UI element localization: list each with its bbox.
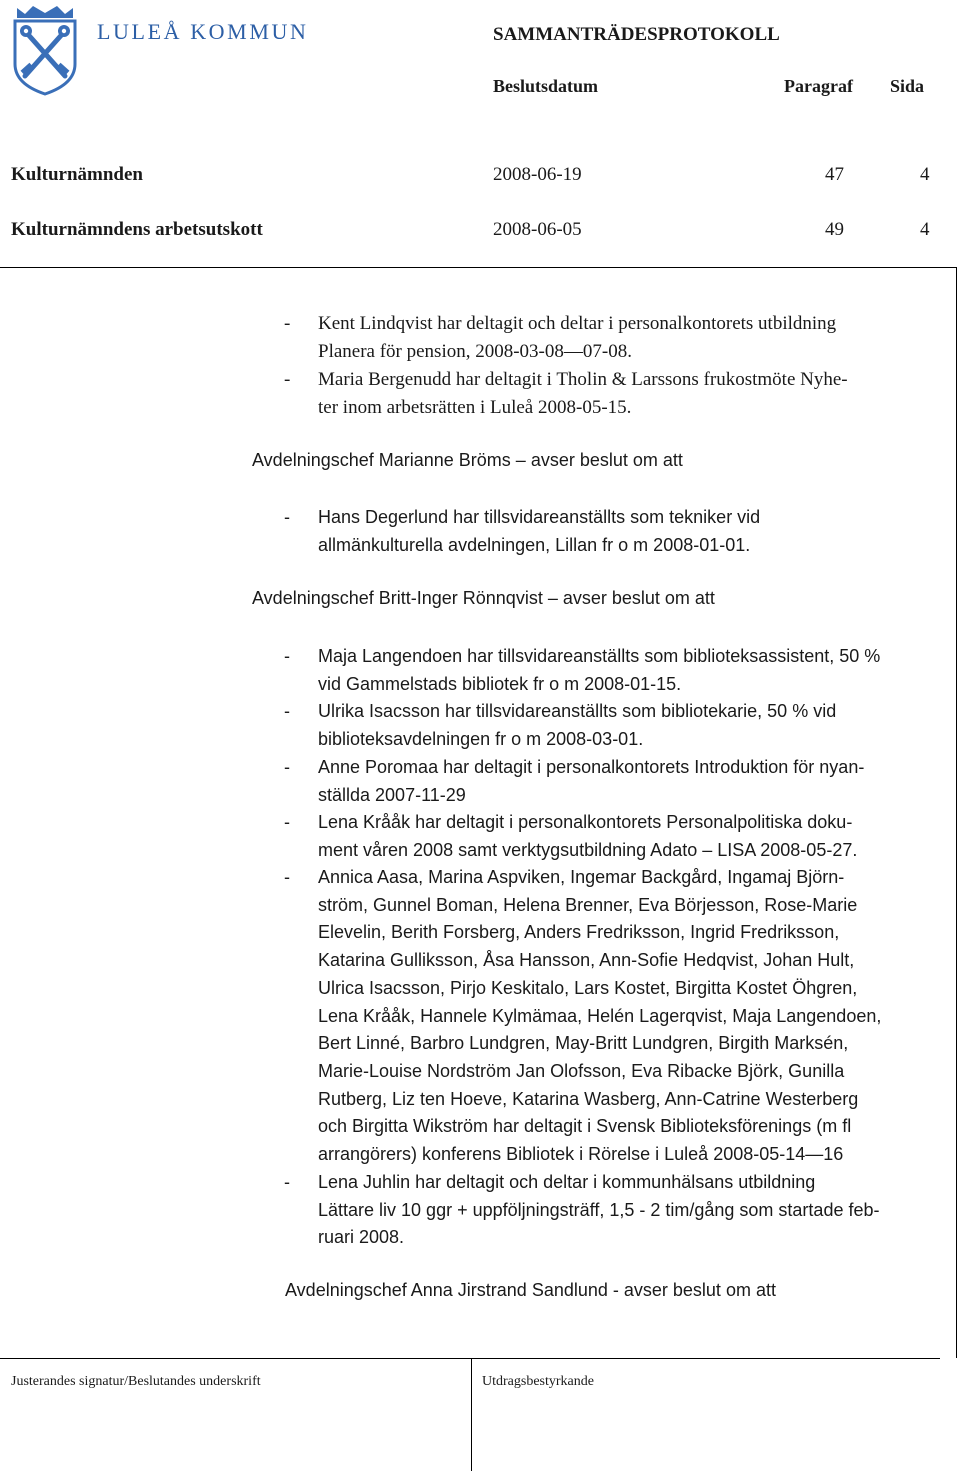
decision-heading: Avdelningschef Marianne Bröms – avser beslut om att bbox=[252, 450, 683, 470]
document-title: SAMMANTRÄDESPROTOKOLL bbox=[493, 24, 780, 45]
list-item-line: ström, Gunnel Boman, Helena Brenner, Eva Börjesson, Rose-Marie bbox=[318, 894, 858, 915]
list-item-line: Ulrica Isacsson, Pirjo Keskitalo, Lars Kostet, Birgitta Kostet Öhgren, bbox=[318, 977, 858, 998]
list-item-line: allmänkulturella avdelningen, Lillan fr o m 2008-01-01. bbox=[318, 534, 751, 555]
bullet-dash: - bbox=[284, 313, 291, 334]
list-item-line: arrangörers) konferens Bibliotek i Rörelse i Luleå 2008-05-14—16 bbox=[318, 1144, 844, 1165]
list-item bbox=[318, 643, 926, 698]
meeting-name: Kulturnämnden bbox=[11, 164, 143, 185]
list-item bbox=[318, 754, 926, 809]
column-header-page: Sida bbox=[890, 76, 925, 96]
list-item-line: ment våren 2008 samt verktygsutbildning Adato – LISA 2008-05-27. bbox=[318, 839, 858, 860]
list-item bbox=[318, 864, 926, 1169]
list-item bbox=[318, 366, 926, 421]
list-item-line: Planera för pension, 2008-03-08—07-08. bbox=[318, 340, 632, 362]
bullet-dash: - bbox=[284, 867, 290, 887]
meeting-date: 2008-06-05 bbox=[493, 219, 582, 240]
bullet-dash: - bbox=[284, 757, 290, 777]
list-item-line: Maja Langendoen har tillsvidareanställts som biblioteksassistent, 50 % bbox=[318, 646, 881, 666]
list-item-line: Bert Linné, Barbro Lundgren, May-Britt Lundgren, Birgith Marksén, bbox=[318, 1033, 849, 1054]
signature-label: Justerandes signatur/Beslutandes underskrift bbox=[11, 1374, 261, 1389]
list-item-line: Lena Krååk har deltagit i personalkontorets Personalpolitiska doku- bbox=[318, 812, 853, 832]
bullet-dash: - bbox=[284, 369, 291, 390]
bullet-dash: - bbox=[284, 812, 290, 832]
bullet-dash: - bbox=[284, 646, 290, 666]
list-item-line: vid Gammelstads bibliotek fr o m 2008-01-15. bbox=[318, 673, 682, 694]
list-item-line: Annica Aasa, Marina Aspviken, Ingemar Backgård, Ingamaj Björn- bbox=[318, 867, 845, 887]
lulea-kommun-logo bbox=[9, 4, 81, 96]
list-item-line: Hans Degerlund har tillsvidareanställts som tekniker vid bbox=[318, 507, 761, 527]
list-item-line: ter inom arbetsrätten i Luleå 2008-05-15. bbox=[318, 396, 632, 418]
meeting-paragraph: 49 bbox=[825, 219, 844, 240]
extract-certification-label: Utdragsbestyrkande bbox=[482, 1374, 594, 1389]
list-item bbox=[318, 809, 926, 864]
list-item bbox=[318, 310, 926, 365]
column-header-paragraph: Paragraf bbox=[784, 76, 853, 96]
decision-heading: Avdelningschef Britt-Inger Rönnqvist – avser beslut om att bbox=[252, 588, 715, 608]
list-item-line: Anne Poromaa har deltagit i personalkontorets Introduktion för nyan- bbox=[318, 757, 865, 777]
list-item bbox=[318, 698, 926, 753]
list-item bbox=[318, 1169, 926, 1252]
list-item-line: Lena Krååk, Hannele Kylmämaa, Helén Lagerqvist, Maja Langendoen, bbox=[318, 1005, 882, 1026]
bullet-dash: - bbox=[284, 701, 290, 721]
meeting-name: Kulturnämndens arbetsutskott bbox=[11, 219, 263, 240]
brand-name: LULEÅ KOMMUN bbox=[97, 19, 309, 44]
bullet-dash: - bbox=[284, 1172, 290, 1192]
list-item-line: ställda 2007-11-29 bbox=[318, 784, 466, 805]
list-item-line: Ulrika Isacsson har tillsvidareanställts som bibliotekarie, 50 % vid bbox=[318, 701, 837, 721]
meeting-page: 4 bbox=[920, 219, 930, 240]
footer-divider bbox=[471, 1358, 472, 1471]
list-item-line: ruari 2008. bbox=[318, 1227, 405, 1248]
list-item-line: Kent Lindqvist har deltagit och deltar i personalkontorets utbildning bbox=[318, 313, 837, 334]
list-item-line: biblioteksavdelningen fr o m 2008-03-01. bbox=[318, 728, 644, 749]
meeting-date: 2008-06-19 bbox=[493, 164, 582, 185]
list-item-line: Maria Bergenudd har deltagit i Tholin & Larssons frukostmöte Nyhe- bbox=[318, 369, 848, 390]
footer-top-line bbox=[0, 1358, 940, 1359]
list-item-line: Rutberg, Liz ten Hoeve, Katarina Wasberg, Ann-Catrine Westerberg bbox=[318, 1088, 859, 1109]
list-item-line: och Birgitta Wikström har deltagit i Svensk Biblioteksförenings (m fl bbox=[318, 1116, 852, 1137]
list-item-line: Lena Juhlin har deltagit och deltar i kommunhälsans utbildning bbox=[318, 1172, 816, 1192]
decision-heading: Avdelningschef Anna Jirstrand Sandlund - avser beslut om att bbox=[285, 1280, 776, 1300]
list-item-line: Marie-Louise Nordström Jan Olofsson, Eva Ribacke Björk, Gunilla bbox=[318, 1060, 845, 1081]
list-item-line: Lättare liv 10 ggr + uppföljningsträff, 1,5 - 2 tim/gång som startade feb- bbox=[318, 1199, 880, 1220]
bullet-dash: - bbox=[284, 507, 290, 527]
list-item-line: Elevelin, Berith Forsberg, Anders Fredriksson, Ingrid Fredriksson, bbox=[318, 922, 840, 943]
list-item-line: Katarina Gulliksson, Åsa Hansson, Ann-Sofie Hedqvist, Johan Hult, bbox=[318, 950, 855, 971]
list-item bbox=[318, 504, 926, 559]
meeting-paragraph: 47 bbox=[825, 164, 844, 185]
meeting-page: 4 bbox=[920, 164, 930, 185]
column-header-date: Beslutsdatum bbox=[493, 76, 599, 96]
